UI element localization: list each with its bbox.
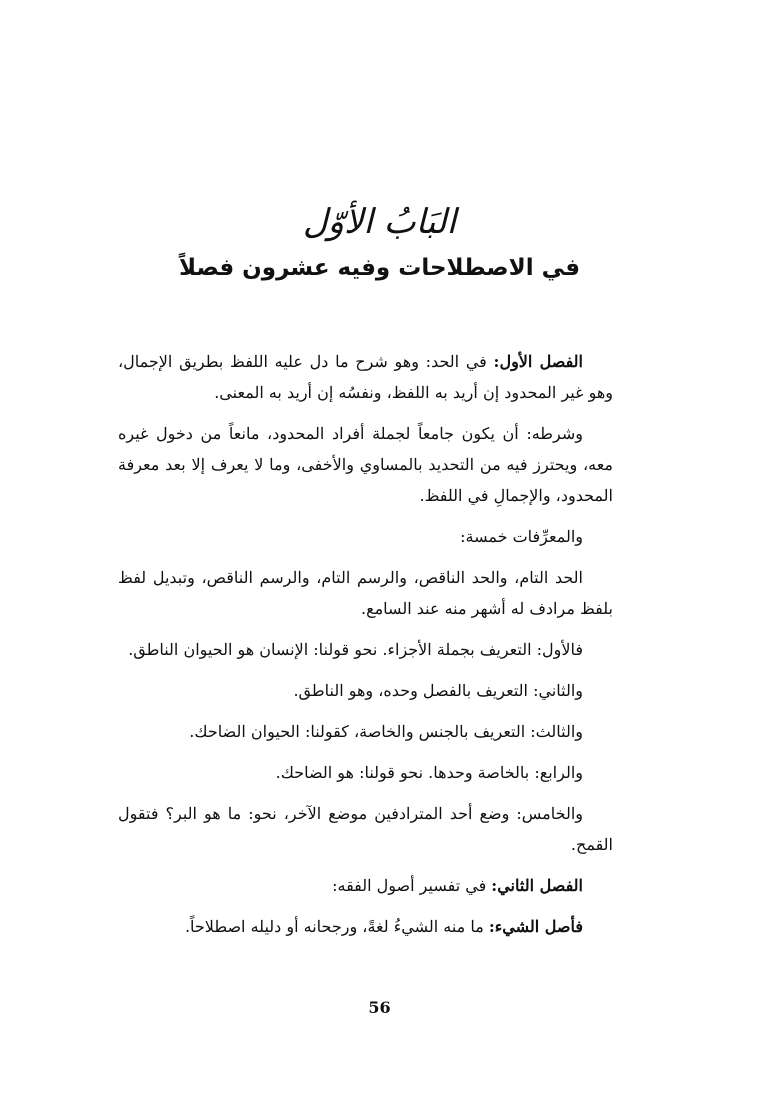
page-number: 56 (368, 998, 391, 1017)
paragraph (118, 562, 613, 624)
paragraph (118, 798, 613, 860)
paragraph-text: والمعرِّفات خمسة: (460, 527, 583, 546)
paragraph-text: والثاني: التعريف بالفصل وحده، وهو الناطق. (293, 681, 583, 700)
paragraph-text: وشرطه: أن يكون جامعاً لجملة أفراد المحدود، مانعاً من دخول غيره معه، ويحترز فيه من التحديد بالمساوي والأخفى، وما لا يعرف إلا بعد معرفة المحدود، والإجمالِ في اللفظ. (118, 424, 613, 505)
paragraph (118, 346, 613, 408)
paragraph (118, 911, 613, 942)
paragraph-text: في تفسير أصول الفقه: (332, 876, 492, 895)
paragraph-text: ما منه الشيءُ لغةً، ورجحانه أو دليله اصطلاحاً. (184, 917, 489, 936)
paragraph-lead: فأصل الشيء: (488, 917, 583, 936)
paragraph (118, 870, 613, 901)
paragraph (118, 418, 613, 511)
paragraph (118, 675, 613, 706)
paragraph-text: الحد التام، والحد الناقص، والرسم التام، والرسم الناقص، وتبديل لفظ بلفظ مرادف له أشهر منه عند السامع. (118, 568, 613, 618)
body-text (118, 346, 613, 952)
paragraph-text: والرابع: بالخاصة وحدها. نحو قولنا: هو الضاحك. (275, 763, 583, 782)
paragraph (118, 634, 613, 665)
paragraph (118, 757, 613, 788)
paragraph-text: فالأول: التعريف بجملة الأجزاء. نحو قولنا: الإنسان هو الحيوان الناطق. (128, 640, 583, 659)
paragraph-text: والثالث: التعريف بالجنس والخاصة، كقولنا: الحيوان الضاحك. (189, 722, 583, 741)
paragraph (118, 716, 613, 747)
paragraph (118, 521, 613, 552)
paragraph-text: في الحد: وهو شرح ما دل عليه اللفظ بطريق الإجمال، وهو غير المحدود إن أريد به اللفظ، ونفسُه إن أريد به المعنى. (118, 352, 613, 402)
paragraph-lead: الفصل الأول: (493, 352, 583, 371)
chapter-subtitle: في الاصطلاحات وفيه عشرون فصلاً (178, 255, 581, 281)
chapter-title: البَابُ الأوّل (302, 202, 457, 242)
paragraph-lead: الفصل الثاني: (491, 876, 583, 895)
paragraph-text: والخامس: وضع أحد المترادفين موضع الآخر، نحو: ما هو البر؟ فتقول القمح. (118, 804, 613, 854)
